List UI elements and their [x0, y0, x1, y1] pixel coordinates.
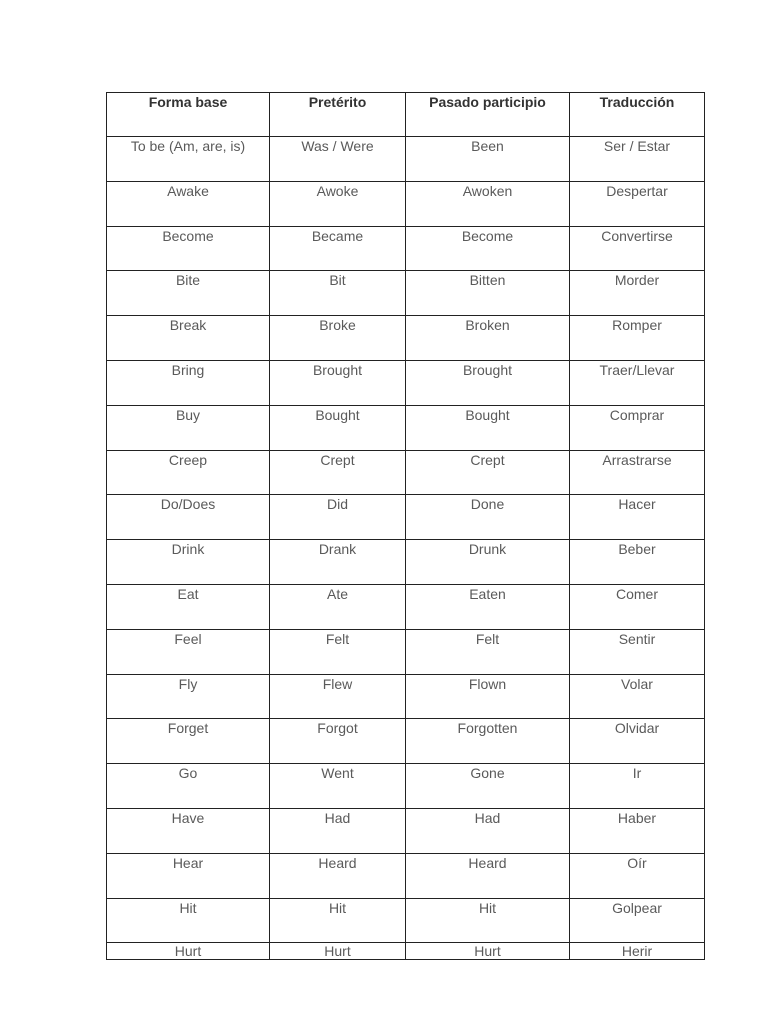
table-row [107, 719, 705, 764]
cell-forma-base: Do/Does [107, 495, 270, 540]
cell-preterito: Broke [270, 316, 406, 361]
cell-forma-base: Hit [107, 898, 270, 943]
cell-pasado-participio: Broken [406, 316, 570, 361]
cell-preterito: Crept [270, 450, 406, 495]
table-row [107, 808, 705, 853]
cell-preterito: Did [270, 495, 406, 540]
cell-forma-base: Eat [107, 584, 270, 629]
cell-forma-base: Creep [107, 450, 270, 495]
table-row [107, 316, 705, 361]
cell-traduccion: Olvidar [570, 719, 705, 764]
table-row [107, 137, 705, 182]
cell-pasado-participio: Felt [406, 629, 570, 674]
table-row [107, 853, 705, 898]
cell-pasado-participio: Done [406, 495, 570, 540]
cell-preterito: Forgot [270, 719, 406, 764]
table-row [107, 584, 705, 629]
table-row [107, 271, 705, 316]
cell-pasado-participio: Been [406, 137, 570, 182]
cell-traduccion: Arrastrarse [570, 450, 705, 495]
cell-traduccion: Hacer [570, 495, 705, 540]
cell-pasado-participio: Hurt [406, 943, 570, 960]
cell-forma-base: Hear [107, 853, 270, 898]
cell-traduccion: Herir [570, 943, 705, 960]
cell-pasado-participio: Hit [406, 898, 570, 943]
cell-preterito: Bought [270, 405, 406, 450]
cell-forma-base: Go [107, 764, 270, 809]
cell-forma-base: Awake [107, 181, 270, 226]
cell-forma-base: Fly [107, 674, 270, 719]
cell-traduccion: Ser / Estar [570, 137, 705, 182]
cell-preterito: Bit [270, 271, 406, 316]
cell-pasado-participio: Drunk [406, 540, 570, 585]
table-row [107, 674, 705, 719]
cell-forma-base: Forget [107, 719, 270, 764]
table-row [107, 629, 705, 674]
table-row [107, 764, 705, 809]
cell-pasado-participio: Had [406, 808, 570, 853]
header-preterito: Pretérito [270, 93, 406, 137]
cell-traduccion: Beber [570, 540, 705, 585]
cell-forma-base: Hurt [107, 943, 270, 960]
table-row [107, 450, 705, 495]
cell-traduccion: Traer/Llevar [570, 360, 705, 405]
cell-forma-base: Bring [107, 360, 270, 405]
cell-forma-base: Feel [107, 629, 270, 674]
cell-preterito: Went [270, 764, 406, 809]
cell-pasado-participio: Bought [406, 405, 570, 450]
cell-traduccion: Oír [570, 853, 705, 898]
cell-traduccion: Golpear [570, 898, 705, 943]
cell-forma-base: Break [107, 316, 270, 361]
cell-traduccion: Comer [570, 584, 705, 629]
cell-pasado-participio: Become [406, 226, 570, 271]
cell-traduccion: Convertirse [570, 226, 705, 271]
cell-preterito: Felt [270, 629, 406, 674]
table-row [107, 540, 705, 585]
table-row [107, 226, 705, 271]
table-row [107, 405, 705, 450]
table-row [107, 943, 705, 960]
cell-forma-base: Become [107, 226, 270, 271]
cell-preterito: Hurt [270, 943, 406, 960]
cell-preterito: Was / Were [270, 137, 406, 182]
cell-pasado-participio: Crept [406, 450, 570, 495]
cell-traduccion: Sentir [570, 629, 705, 674]
header-pasado-participio: Pasado participio [406, 93, 570, 137]
cell-forma-base: Have [107, 808, 270, 853]
cell-traduccion: Morder [570, 271, 705, 316]
cell-pasado-participio: Eaten [406, 584, 570, 629]
cell-preterito: Awoke [270, 181, 406, 226]
header-traduccion: Traducción [570, 93, 705, 137]
cell-pasado-participio: Heard [406, 853, 570, 898]
cell-preterito: Heard [270, 853, 406, 898]
cell-traduccion: Volar [570, 674, 705, 719]
cell-traduccion: Haber [570, 808, 705, 853]
table-row [107, 360, 705, 405]
cell-forma-base: Buy [107, 405, 270, 450]
cell-preterito: Brought [270, 360, 406, 405]
cell-forma-base: Bite [107, 271, 270, 316]
cell-pasado-participio: Flown [406, 674, 570, 719]
cell-forma-base: To be (Am, are, is) [107, 137, 270, 182]
cell-preterito: Had [270, 808, 406, 853]
cell-traduccion: Despertar [570, 181, 705, 226]
table-row [107, 898, 705, 943]
cell-pasado-participio: Bitten [406, 271, 570, 316]
cell-preterito: Became [270, 226, 406, 271]
cell-traduccion: Ir [570, 764, 705, 809]
table-row [107, 495, 705, 540]
cell-preterito: Ate [270, 584, 406, 629]
irregular-verbs-table [106, 92, 705, 960]
cell-pasado-participio: Awoken [406, 181, 570, 226]
cell-pasado-participio: Brought [406, 360, 570, 405]
cell-preterito: Hit [270, 898, 406, 943]
table-header-row [107, 93, 705, 137]
cell-traduccion: Romper [570, 316, 705, 361]
cell-pasado-participio: Gone [406, 764, 570, 809]
cell-preterito: Drank [270, 540, 406, 585]
cell-forma-base: Drink [107, 540, 270, 585]
table-row [107, 181, 705, 226]
cell-preterito: Flew [270, 674, 406, 719]
cell-pasado-participio: Forgotten [406, 719, 570, 764]
header-forma-base: Forma base [107, 93, 270, 137]
cell-traduccion: Comprar [570, 405, 705, 450]
